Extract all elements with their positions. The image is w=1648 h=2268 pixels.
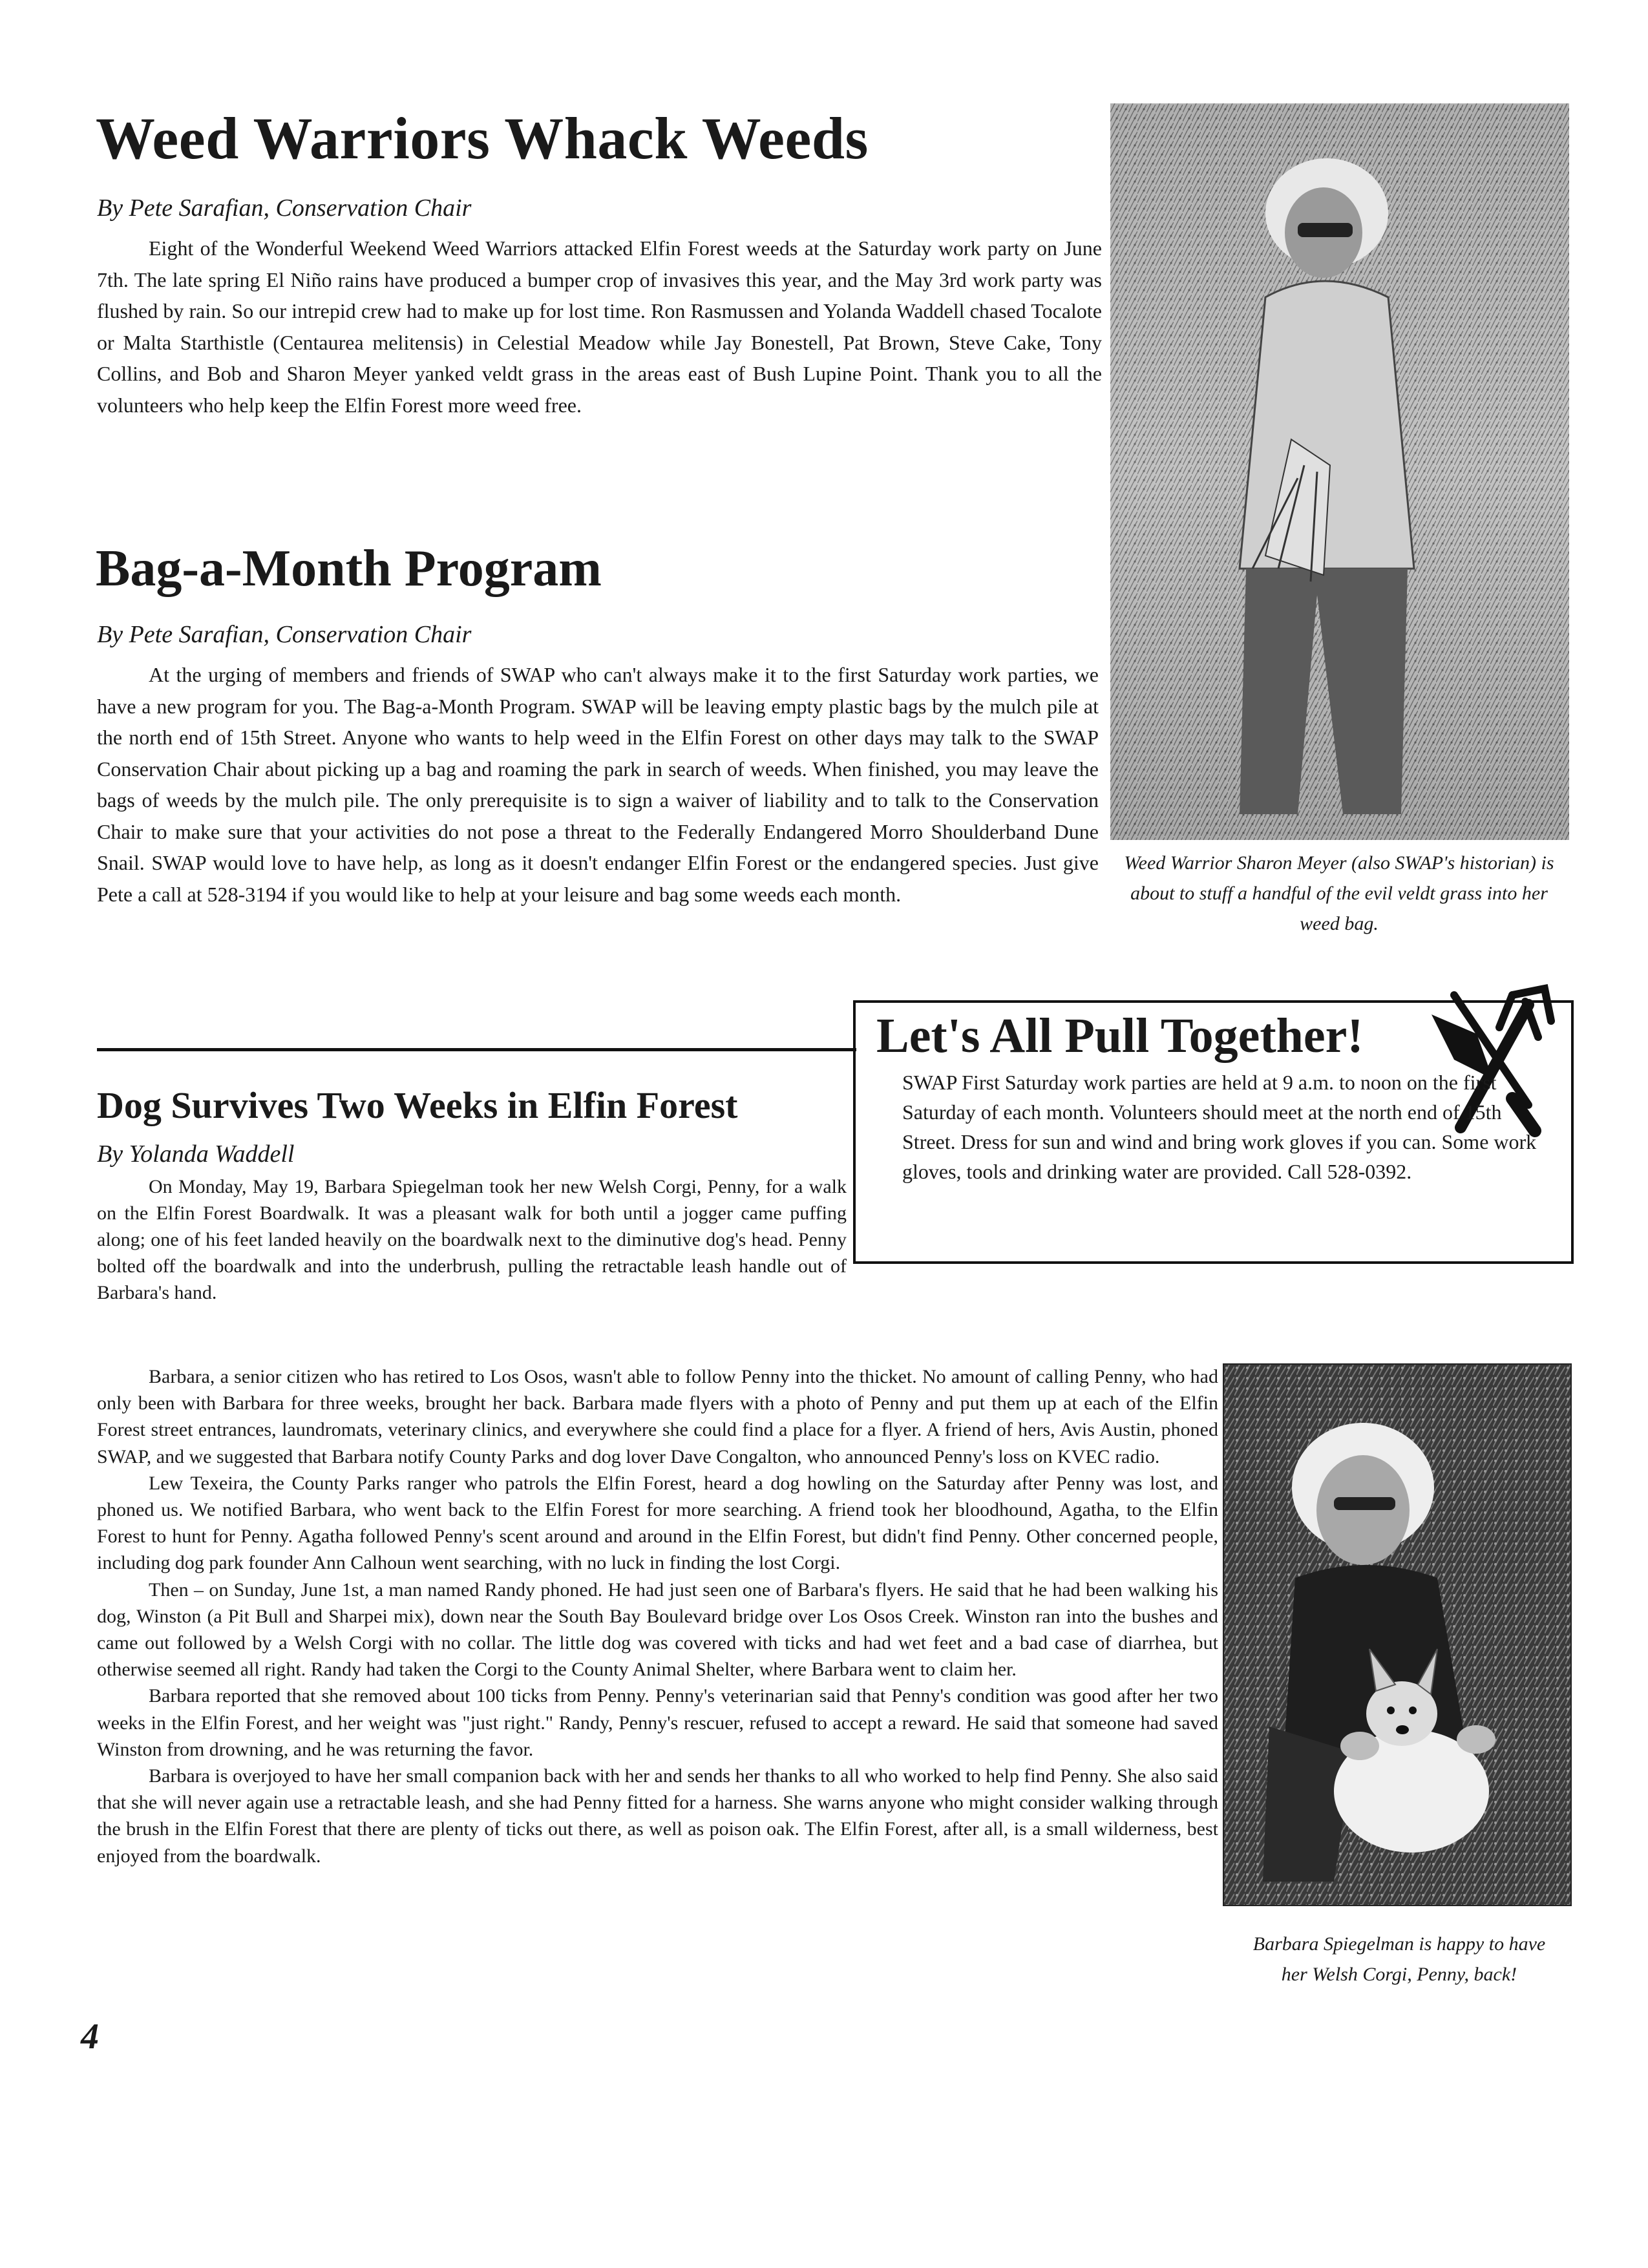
dog-article-paragraph: Lew Texeira, the County Parks ranger who patrols the Elfin Forest, heard a dog howling on the Saturday after Penny was lost, and phoned us. We notified Barbara, who went back to the Elfin Forest for more searching. A friend took her bloodhound, Agatha, to the Elfin Forest to hunt for Penny. Agatha followed Penny's scent around and around in the Elfin Forest, but didn't find Penny. Other concerned people, including dog park founder Ann Calhoun went searching, with no luck in finding the lost Corgi.: [97, 1472, 1218, 1574]
barbara-penny-caption: Barbara Spiegelman is happy to have her Welsh Corgi, Penny, back!: [1252, 1933, 1546, 1985]
bag-article-paragraph: At the urging of members and friends of SWAP who can't always make it to the first Saturday work parties, we have a new program for you. The Bag-a-Month Program. SWAP will be leaving empty plastic bags by the mulch pile at the north end of 15th Street. Anyone who wants to help weed in the Elfin Forest on other days may talk to the SWAP Conservation Chair about picking up a bag and roaming the park in search of weeds. When finished, you may leave the bags of weeds by the mulch pile. The only prerequisite is to sign a waiver of liability and to talk to the Conservation Chair to make sure that your activities do not pose a threat to the Federally Endangered Morro Shoulderband Dune Snail. SWAP would love to have help, as long as it doesn't endanger Elfin Forest or the endangered species. Just give Pete a call at 528-3194 if you would like to help at your leisure and bag some weeds each month.: [97, 663, 1099, 906]
bag-article-body: [97, 659, 1099, 910]
barbara-penny-photo-image: [1224, 1365, 1572, 1906]
bag-article-byline: By Pete Sarafian, Conservation Chair: [97, 621, 472, 648]
pull-together-text: SWAP First Saturday work parties are held at 9 a.m. to noon on the first Saturday of each month. Volunteers should meet at the north end of 15th Street. Dress for sun and wind and bring work gloves if you can. Some work gloves, tools and drinking water are provided. Call 528-0392.: [902, 1071, 1537, 1183]
dog-article-paragraph: Barbara reported that she removed about 100 ticks from Penny. Penny's veterinarian said that Penny's condition was good after her two weeks in the Elfin Forest, and her weight was "just right." Randy, Penny's rescuer, refused to accept a reward. He said that someone had saved Winston from drowning, and he was returning the favor.: [97, 1685, 1218, 1760]
dog-article-body: [97, 1363, 1218, 1869]
bag-article-title: Bag-a-Month Program: [96, 540, 602, 597]
page-number: 4: [81, 2017, 99, 2057]
dog-article-paragraph: Barbara is overjoyed to have her small companion back with her and sends her thanks to all who worked to help find Penny. She also said that she will never again use a retractable leash, and she had Penny fitted for a harness. She warns anyone who might consider walking through the brush in the Elfin Forest that there are plenty of ticks out there, as well as poison oak. The Elfin Forest, after all, is a small wilderness, best enjoyed from the boardwalk.: [97, 1765, 1218, 1867]
weed-article-title: Weed Warriors Whack Weeds: [96, 105, 869, 171]
barbara-penny-photo: [1223, 1363, 1572, 1906]
weed-warrior-photo: [1110, 103, 1569, 840]
weed-warrior-photo-image: [1110, 103, 1569, 840]
weed-article-paragraph: Eight of the Wonderful Weekend Weed Warriors attacked Elfin Forest weeds at the Saturday work party on June 7th. The late spring El Niño rains have produced a bumper crop of invasives this year, and the May 3rd work party was flushed by rain. So our intrepid crew had to make up for lost time. Ron Rasmussen and Yolanda Waddell chased Tocalote or Malta Starthistle (Centaurea melitensis) in Celestial Meadow while Jay Bonestell, Pat Brown, Steve Cake, Tony Collins, and Bob and Sharon Meyer yanked veldt grass in the areas east of Bush Lupine Point. Thank you to all the volunteers who help keep the Elfin Forest more weed free.: [97, 236, 1102, 417]
weed-article-body: [97, 233, 1102, 421]
dog-article-intro: [97, 1173, 847, 1306]
section-divider: [97, 1048, 856, 1051]
dog-article-byline: By Yolanda Waddell: [97, 1140, 295, 1168]
pull-together-title: Let's All Pull Together!: [876, 1009, 1364, 1063]
weed-article-byline: By Pete Sarafian, Conservation Chair: [97, 194, 472, 222]
dog-article-title: Dog Survives Two Weeks in Elfin Forest: [97, 1084, 738, 1126]
dog-article-intro-paragraph: On Monday, May 19, Barbara Spiegelman took her new Welsh Corgi, Penny, for a walk on the Elfin Forest Boardwalk. It was a pleasant walk for both until a jogger came puffing along; one of his feet landed heavily on the boardwalk next to the diminutive dog's head. Penny bolted off the boardwalk and into the underbrush, pulling the retractable leash handle out of Barbara's hand.: [97, 1176, 847, 1303]
dog-article-paragraph: Barbara, a senior citizen who has retired to Los Osos, wasn't able to follow Penny into the thicket. No amount of calling Penny, who had only been with Barbara for three weeks, brought her back. Barbara made flyers with a photo of Penny and put them up at each of the Elfin Forest street entrances, laundromats, veterinary clinics, and everywhere she could find a place for a flyer. A friend of hers, Avis Austin, phoned SWAP, and we suggested that Barbara notify County Parks and dog lover Dave Congalton, who announced Penny's loss on KVEC radio.: [97, 1366, 1218, 1467]
dog-article-paragraph: Then – on Sunday, June 1st, a man named Randy phoned. He had just seen one of Barbara's flyers. He said that he had been walking his dog, Winston (a Pit Bull and Sharpei mix), down near the South Bay Boulevard bridge over Los Osos Creek. Winston ran into the bushes and came out followed by a Welsh Corgi with no collar. The little dog was covered with ticks and had wet feet and a bad case of diarrhea, but otherwise seemed all right. Randy had taken the Corgi to the County Animal Shelter, where Barbara went to claim her.: [97, 1579, 1218, 1681]
weed-warrior-caption: Weed Warrior Sharon Meyer (also SWAP's historian) is about to stuff a handful of the evil veldt grass into her weed bag.: [1124, 852, 1554, 934]
